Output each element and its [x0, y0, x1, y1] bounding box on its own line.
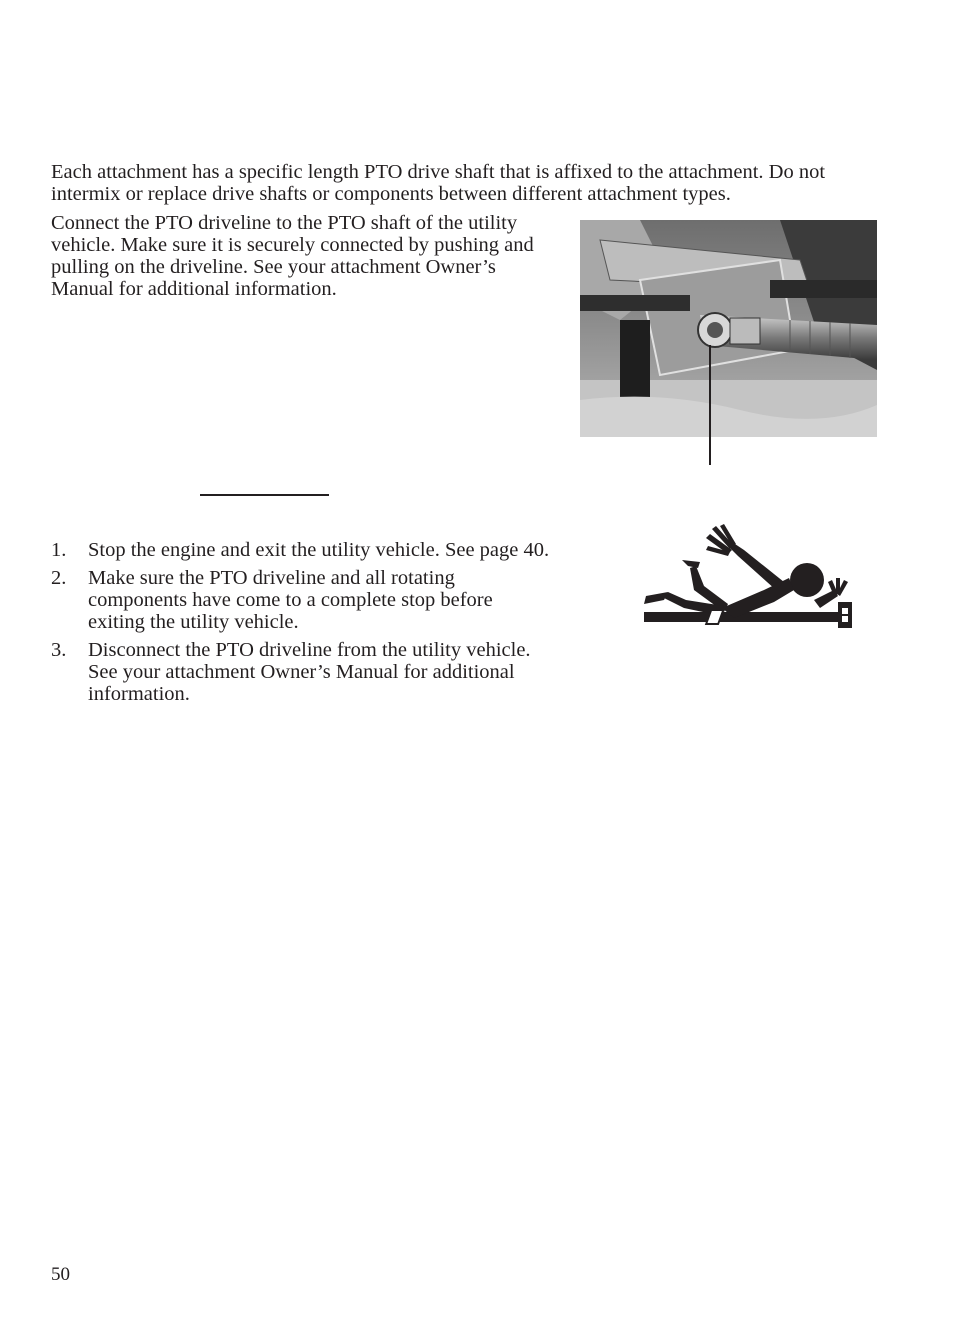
- intro-paragraph: Each attachment has a specific length PTO drive shaft that is affixed to the attachment. Do not intermix or replace drive shafts or components between different attachment types.: [51, 161, 826, 205]
- step-text: Disconnect the PTO driveline from the utility vehicle. See your attachment Owner’s Manual for additional information.: [88, 639, 531, 705]
- step-text: Stop the engine and exit the utility vehicle. See page 40.: [88, 539, 550, 561]
- step-number: 2.: [51, 567, 67, 589]
- step-number: 1.: [51, 539, 67, 561]
- list-item: [51, 639, 551, 705]
- step-text: Make sure the PTO driveline and all rotating components have come to a complete stop before exiting the utility vehicle.: [88, 567, 493, 633]
- disconnect-steps-list: [51, 539, 551, 711]
- list-item: [51, 539, 551, 561]
- heading-rule: [200, 494, 329, 496]
- callout-line: [709, 345, 711, 465]
- connect-paragraph: Connect the PTO driveline to the PTO shaft of the utility vehicle. Make sure it is securely connected by pushing and pulling on the driveline. See your attachment Owner’s Manual for additional information.: [51, 212, 534, 300]
- step-number: 3.: [51, 639, 67, 661]
- page-number: 50: [51, 1264, 70, 1285]
- pto-driveline-photo: [580, 220, 877, 437]
- entanglement-hazard-icon: [624, 520, 864, 660]
- list-item: [51, 567, 551, 633]
